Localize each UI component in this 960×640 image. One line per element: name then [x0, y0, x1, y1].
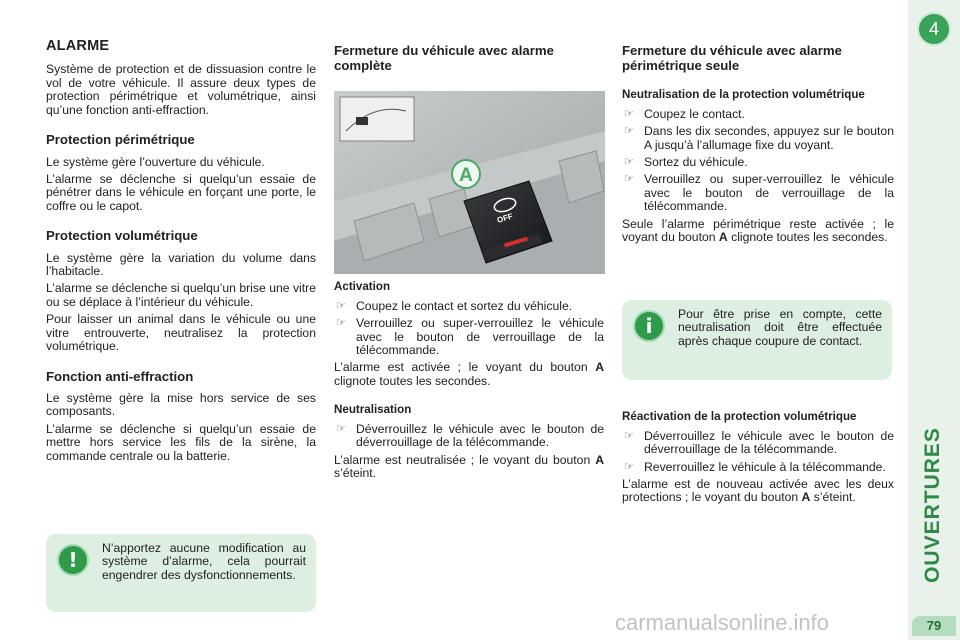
hand-pointer-icon: ☞ — [624, 156, 634, 169]
list-item: ☞ Coupez le contact. — [624, 106, 745, 121]
list-item: ☞ Verrouillez ou super-verrouillez le véhicule avec le bouton de verrouillage de la télécommande. — [624, 172, 894, 214]
info-icon: i — [633, 310, 665, 342]
volumetric-text-3: Pour laisser un animal dans le véhicule ou une vitre entrouverte, neutralisez la protection volumétrique. — [46, 312, 316, 354]
dashboard-illustration — [334, 91, 605, 274]
middle-column-body — [334, 281, 604, 485]
list-item: ☞ Reverrouillez le véhicule à la télécommande. — [624, 459, 886, 474]
anti-theft-text-1: Le système gère la mise hors service de ses composants. — [46, 391, 316, 419]
chapter-number-badge: 4 — [917, 12, 951, 46]
left-column — [46, 40, 316, 467]
hand-pointer-icon: ☞ — [624, 429, 634, 442]
watermark: carmanualsonline.info — [615, 610, 830, 635]
heading-reactivation: Réactivation de la protection volumétrique — [622, 410, 857, 423]
warning-text: N’apportez aucune modification au système d’alarme, cela pourrait engendrer des dysfonctionnements. — [102, 541, 306, 582]
middle-column-header — [334, 44, 604, 81]
info-text: Pour être prise en compte, cette neutralisation doit être effectuée après chaque coupure de contact. — [678, 307, 882, 348]
list-item: ☞ Verrouillez ou super-verrouillez le véhicule avec le bouton de verrouillage de la télécommande. — [336, 316, 604, 358]
perimetric-text-1: Le système gère l’ouverture du véhicule. — [46, 154, 265, 169]
alarm-button-photo — [334, 91, 605, 274]
warning-box — [46, 534, 316, 612]
neutralisation-note: L’alarme est neutralisée ; le voyant du bouton A s’éteint. — [334, 452, 604, 481]
perimetric-text-2: L’alarme se déclenche si quelqu’un essaie de pénétrer dans le véhicule en forçant une porte, le coffre ou le capot. — [46, 171, 316, 213]
heading-neutralisation: Neutralisation — [334, 403, 412, 417]
hand-pointer-icon: ☞ — [336, 317, 346, 330]
anti-theft-text-2: L’alarme se déclenche si quelqu’un essaie de mettre hors service les fils de la sirène, la commande centrale ou la batterie. — [46, 421, 316, 463]
perimetric-only-note: Seule l’alarme périmétrique reste activée ; le voyant du bouton A clignote toutes les secondes. — [622, 216, 894, 245]
reactivation-list — [622, 430, 894, 474]
heading-anti-theft: Fonction anti-effraction — [46, 368, 194, 384]
reactivation-note: L’alarme est de nouveau activée avec les deux protections ; le voyant du bouton A s’éteint. — [622, 477, 894, 505]
volumetric-text-2: L’alarme se déclenche si quelqu’un brise une vitre ou se déplace à l’intérieur du véhicule. — [46, 281, 316, 309]
list-item: ☞ Déverrouillez le véhicule avec le bouton de déverrouillage de la télécommande. — [624, 428, 894, 457]
hand-pointer-icon: ☞ — [624, 107, 634, 120]
volumetric-text-1: Le système gère la variation du volume dans l’habitacle. — [46, 250, 316, 279]
heading-perimetric: Protection périmétrique — [46, 132, 195, 148]
button-off-text: OFF — [495, 211, 514, 225]
list-item: ☞ Coupez le contact et sortez du véhicule. — [336, 298, 573, 313]
hand-pointer-icon: ☞ — [624, 460, 634, 473]
list-item: ☞ Sortez du véhicule. — [624, 155, 748, 170]
neutralisation-list — [334, 423, 604, 450]
info-box — [622, 300, 892, 380]
volumetric-neutralisation-list — [622, 108, 894, 214]
heading-volumetric: Protection volumétrique — [46, 228, 198, 244]
right-column — [622, 44, 894, 248]
hand-pointer-icon: ☞ — [336, 423, 346, 436]
heading-full-alarm: Fermeture du véhicule avec alarme complète — [334, 43, 554, 73]
hand-pointer-icon: ☞ — [624, 173, 634, 186]
warning-icon: ! — [57, 544, 89, 576]
section-title-alarme: ALARME — [46, 38, 110, 54]
page-number: 79 — [912, 616, 956, 636]
activation-note: L’alarme est activée ; le voyant du bouton A clignote toutes les secondes. — [334, 360, 604, 388]
button-a-label: A — [459, 165, 473, 186]
list-item: ☞ Dans les dix secondes, appuyez sur le bouton A jusqu’à l’allumage fixe du voyant. — [624, 124, 894, 152]
heading-volumetric-neutralisation: Neutralisation de la protection volumétrique — [622, 88, 865, 101]
heading-perimetric-only: Fermeture du véhicule avec alarme périmétrique seule — [622, 43, 842, 73]
hand-pointer-icon: ☞ — [336, 299, 346, 312]
intro-text: Système de protection et de dissuasion contre le vol de votre véhicule. Il assure deux types de protection périmétrique et volumétrique, ainsi qu’une fonction anti-effraction. — [46, 62, 316, 117]
activation-list — [334, 300, 604, 358]
list-item: ☞ Déverrouillez le véhicule avec le bouton de déverrouillage de la télécommande. — [336, 422, 604, 450]
right-column-reactivation — [622, 411, 894, 509]
hand-pointer-icon: ☞ — [624, 125, 634, 138]
chapter-title: OUVERTURES — [921, 427, 944, 583]
heading-activation: Activation — [334, 280, 391, 293]
